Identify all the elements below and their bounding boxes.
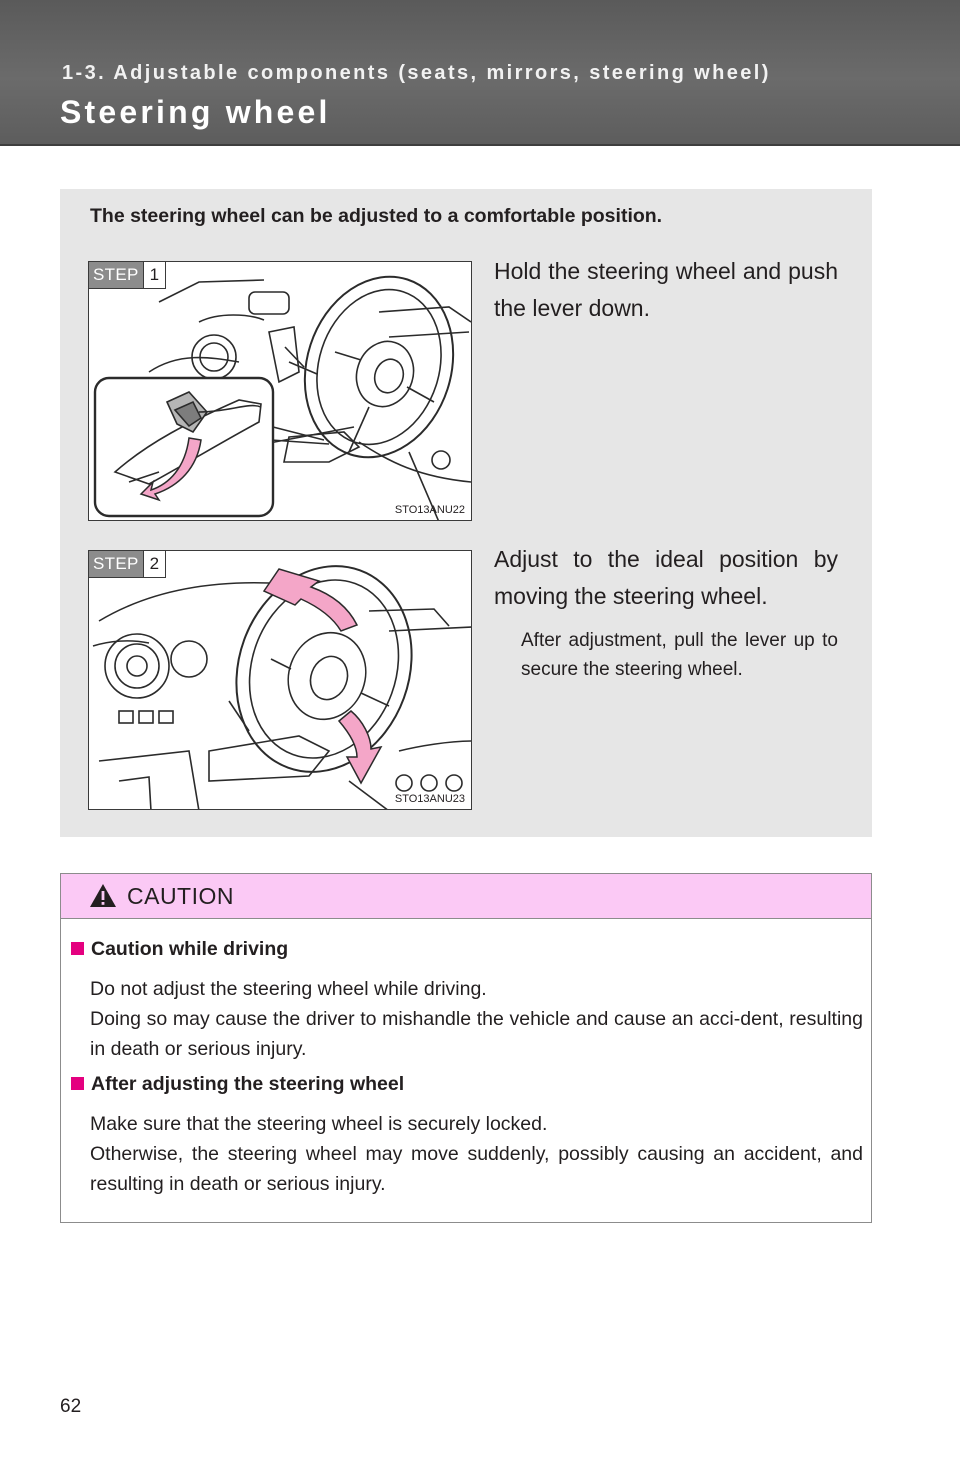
- bullet-square-icon: [71, 942, 84, 955]
- bullet-square-icon: [71, 1077, 84, 1090]
- step1-badge: [89, 262, 166, 289]
- step2-badge-number: 2: [143, 551, 165, 577]
- step1-figure-code: STO13ANU22: [394, 504, 465, 516]
- caution-item-2-title: After adjusting the steering wheel: [91, 1073, 405, 1095]
- page-title: Steering wheel: [60, 94, 331, 130]
- caution-label: CAUTION: [127, 883, 234, 909]
- steering-lever-drawing: [89, 262, 472, 521]
- steering-adjust-drawing: [89, 551, 472, 810]
- caution-item-title: [71, 1073, 404, 1096]
- step2-badge-word: STEP: [89, 551, 143, 577]
- caution-item-1-para-2: Doing so may cause the driver to mishandle the vehicle and cause an acci-dent, resulting in death or serious injury.: [90, 1008, 863, 1060]
- caution-item-1-para-1: Do not adjust the steering wheel while driving.: [90, 978, 487, 1000]
- step2-figure-code: STO13ANU23: [394, 793, 465, 805]
- page-number: 62: [60, 1396, 82, 1417]
- step1-badge-number: 1: [143, 262, 165, 288]
- caution-item-2-para-2: Otherwise, the steering wheel may move suddenly, possibly causing an accident, and resulting in death or serious injury.: [90, 1143, 863, 1195]
- page-header: [0, 0, 960, 146]
- caution-item-2-para-1: Make sure that the steering wheel is securely locked.: [90, 1113, 548, 1135]
- step2-badge: [89, 551, 166, 578]
- section-title: 1-3. Adjustable components (seats, mirrors, steering wheel): [62, 62, 771, 84]
- step1-text: Hold the steering wheel and push the lever down.: [494, 258, 838, 321]
- step1-badge-word: STEP: [89, 262, 143, 288]
- warning-triangle-icon: [89, 883, 117, 908]
- step1-illustration: [88, 261, 472, 521]
- intro-text: The steering wheel can be adjusted to a comfortable position.: [90, 205, 663, 227]
- caution-item-title: [71, 938, 288, 961]
- caution-item-1-title: Caution while driving: [91, 938, 289, 960]
- caution-header: [61, 874, 871, 919]
- step2-illustration: [88, 550, 472, 810]
- caution-box: [60, 873, 872, 1223]
- step2-text: Adjust to the ideal position by moving the steering wheel.: [494, 546, 838, 609]
- step2-note: After adjustment, pull the lever up to secure the steering wheel.: [521, 630, 838, 680]
